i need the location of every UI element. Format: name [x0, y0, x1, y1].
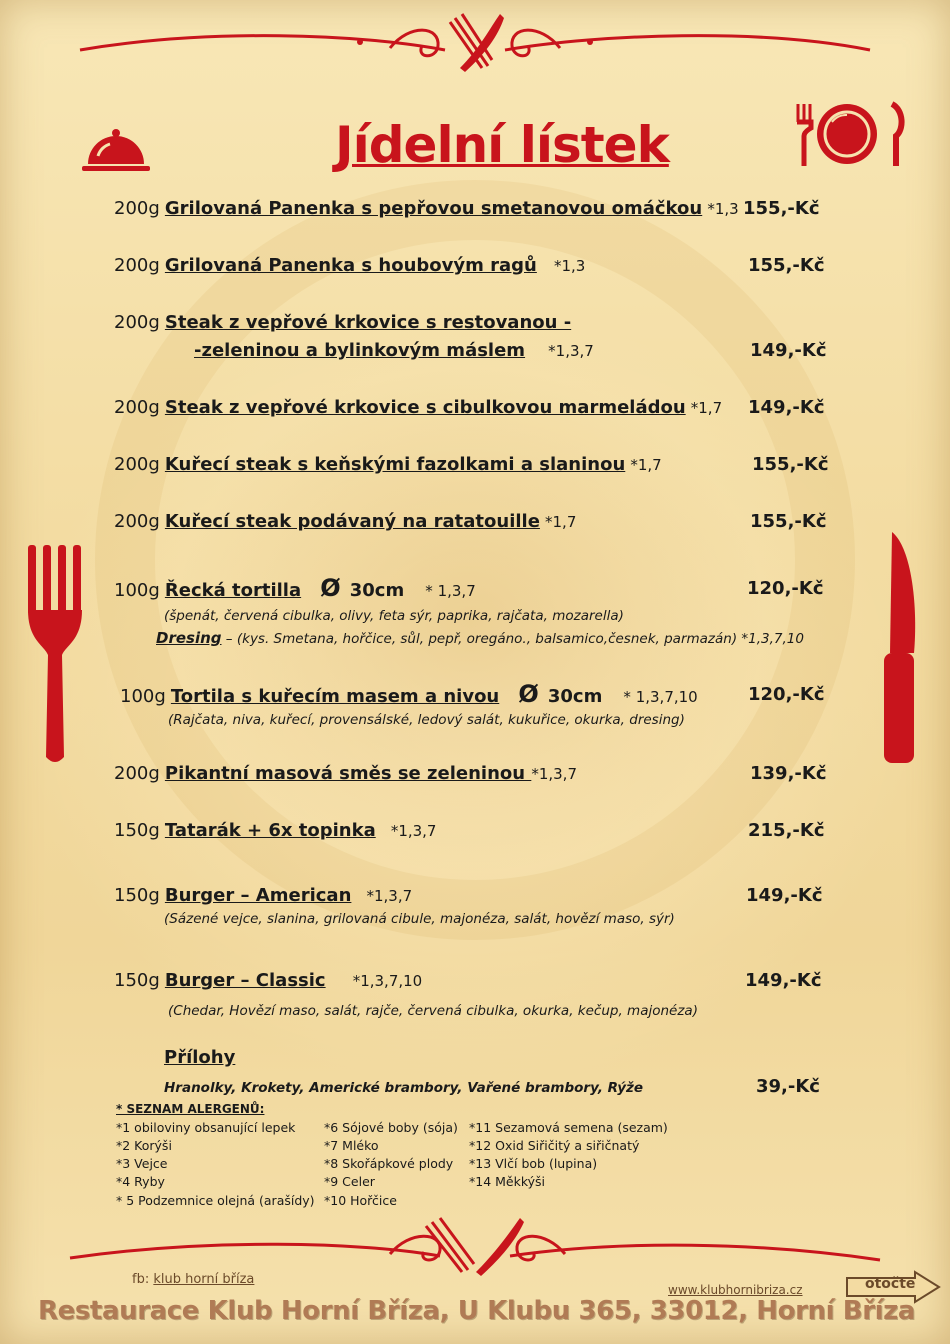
item-allergen-codes: *1,7	[690, 399, 723, 417]
page-title: Jídelní lístek	[335, 116, 669, 174]
allergen-entry: *4 Ryby	[116, 1174, 165, 1189]
allergen-entry: *7 Mléko	[324, 1138, 379, 1153]
item-description: (Sázené vejce, slanina, grilovaná cibule, majonéza, salát, hovězí maso, sýr)	[164, 911, 675, 927]
item-weight: 200g	[114, 454, 160, 475]
dressing-text: kys. Smetana, hořčice, sůl, pepř, oregáno., balsamico,česnek, parmazán) *1,3,7,10	[242, 631, 804, 647]
top-ornament	[60, 8, 890, 78]
item-weight: 200g	[114, 511, 160, 532]
item-allergen-codes: * 1,3,7	[425, 582, 476, 600]
allergen-entry: *12 Oxid Siřičitý a siřičnatý	[469, 1138, 640, 1153]
facebook-link[interactable]	[132, 1272, 254, 1287]
allergen-entry: *13 Vlčí bob (lupina)	[469, 1156, 598, 1171]
allergen-entry: *11 Sezamová semena (sezam)	[469, 1120, 668, 1135]
knife-icon	[878, 528, 920, 768]
item-name: Grilovaná Panenka s houbovým ragů	[164, 255, 537, 276]
allergen-entry: * 5 Podzemnice olejná (arašídy)	[116, 1193, 315, 1208]
menu-item	[114, 574, 476, 602]
item-size: 30cm	[547, 686, 603, 707]
item-price: 120,-Kč	[748, 684, 825, 705]
diameter-icon: Ø	[518, 680, 539, 708]
menu-item	[114, 454, 662, 475]
item-price: 149,-Kč	[750, 340, 827, 361]
turn-page-label: otočte	[865, 1276, 916, 1292]
item-price: 149,-Kč	[745, 970, 822, 991]
item-name: Steak z vepřové krkovice s restovanou -	[164, 312, 572, 333]
item-size: 30cm	[349, 580, 405, 601]
sides-title: Přílohy	[164, 1047, 236, 1068]
allergen-entry: *3 Vejce	[116, 1156, 168, 1171]
facebook-link-text[interactable]: klub horní bříza	[153, 1272, 255, 1287]
menu-item	[114, 970, 422, 991]
item-weight: 200g	[114, 397, 160, 418]
item-allergen-codes: *1,3,7	[390, 822, 437, 840]
item-allergen-codes: *1,3,7	[366, 887, 413, 905]
dressing-line	[156, 629, 804, 647]
diameter-icon: Ø	[320, 574, 341, 602]
item-weight: 200g	[114, 255, 160, 276]
item-name-line2: -zeleninou a bylinkovým máslem	[194, 340, 526, 361]
item-weight: 200g	[114, 198, 160, 219]
item-price: 155,-Kč	[752, 454, 829, 475]
item-weight: 150g	[114, 970, 160, 991]
fork-icon	[26, 545, 84, 765]
item-name: Grilovaná Panenka s pepřovou smetanovou omáčkou	[164, 198, 703, 219]
item-price: 155,-Kč	[750, 511, 827, 532]
plate-cutlery-icon	[792, 100, 907, 168]
menu-item-continuation	[194, 340, 594, 361]
item-allergen-codes: *1,3	[553, 257, 586, 275]
menu-item	[114, 763, 577, 784]
item-allergen-codes: *1,3,7	[548, 342, 594, 360]
item-weight: 100g	[114, 580, 160, 601]
allergen-entry: *8 Skořápkové plody	[324, 1156, 454, 1171]
allergen-entry: *2 Korýši	[116, 1138, 172, 1153]
sides-price: 39,-Kč	[756, 1076, 820, 1097]
item-allergen-codes: *1,3	[707, 200, 739, 218]
dressing-label: Dresing	[156, 629, 222, 647]
allergen-list-title: * SEZNAM ALERGENŮ:	[116, 1102, 265, 1116]
item-price: 155,-Kč	[743, 198, 820, 219]
item-description: (Chedar, Hovězí maso, salát, rajče, červená cibulka, okurka, kečup, majonéza)	[168, 1003, 698, 1019]
allergen-entry: *9 Celer	[324, 1174, 375, 1189]
item-allergen-codes: *1,3,7	[531, 765, 577, 783]
item-name: Burger – Classic	[164, 970, 326, 991]
item-name: Kuřecí steak s keňskými fazolkami a slaninou	[164, 454, 626, 475]
item-weight: 200g	[114, 763, 160, 784]
item-allergen-codes: * 1,3,7,10	[623, 688, 698, 706]
item-price: 120,-Kč	[747, 578, 824, 599]
menu-item	[114, 198, 739, 219]
menu-item	[120, 680, 698, 708]
allergen-entry: *1 obiloviny obsanující lepek	[116, 1120, 296, 1135]
menu-item	[114, 397, 722, 418]
menu-item	[114, 511, 576, 532]
sides-text: Hranolky, Krokety, Americké brambory, Vařené brambory, Rýže	[164, 1080, 644, 1096]
menu-item	[114, 885, 412, 906]
item-weight: 200g	[114, 312, 160, 333]
item-name: Steak z vepřové krkovice s cibulkovou marmeládou	[164, 397, 686, 418]
allergen-entry: *6 Sójové boby (sója)	[324, 1120, 458, 1135]
item-allergen-codes: *1,7	[545, 513, 577, 531]
item-weight: 150g	[114, 820, 160, 841]
item-price: 215,-Kč	[748, 820, 825, 841]
item-price: 155,-Kč	[748, 255, 825, 276]
cloche-icon	[80, 126, 152, 176]
bottom-ornament	[60, 1210, 890, 1280]
website-link[interactable]: www.klubhornibriza.cz	[668, 1283, 803, 1297]
item-name: Kuřecí steak podávaný na ratatouille	[164, 511, 540, 532]
item-price: 149,-Kč	[746, 885, 823, 906]
item-description: (Rajčata, niva, kuřecí, provensálské, ledový salát, kukuřice, okurka, dresing)	[168, 712, 685, 728]
dressing-dash: – (	[221, 631, 243, 647]
item-name: Tortila s kuřecím masem a nivou	[170, 686, 500, 707]
item-description: (špenát, červená cibulka, olivy, feta sýr, paprika, rajčata, mozarella)	[164, 608, 624, 624]
item-name: Řecká tortilla	[164, 580, 302, 601]
menu-item	[114, 820, 436, 841]
allergen-entry: *14 Měkkýši	[469, 1174, 546, 1189]
item-price: 149,-Kč	[748, 397, 825, 418]
item-name: Pikantní masová směs se zeleninou	[164, 763, 532, 784]
item-allergen-codes: *1,3,7,10	[352, 972, 423, 990]
item-weight: 100g	[120, 686, 166, 707]
item-name: Burger – American	[164, 885, 352, 906]
menu-item	[114, 312, 571, 333]
allergen-entry: *10 Hořčice	[324, 1193, 397, 1208]
facebook-prefix: fb:	[132, 1272, 154, 1287]
item-name: Tatarák + 6x topinka	[164, 820, 376, 841]
item-price: 139,-Kč	[750, 763, 827, 784]
menu-item	[114, 255, 585, 276]
item-allergen-codes: *1,7	[630, 456, 662, 474]
item-weight: 150g	[114, 885, 160, 906]
restaurant-address: Restaurace Klub Horní Bříza, U Klubu 365, 33012, Horní Bříza	[38, 1296, 916, 1326]
